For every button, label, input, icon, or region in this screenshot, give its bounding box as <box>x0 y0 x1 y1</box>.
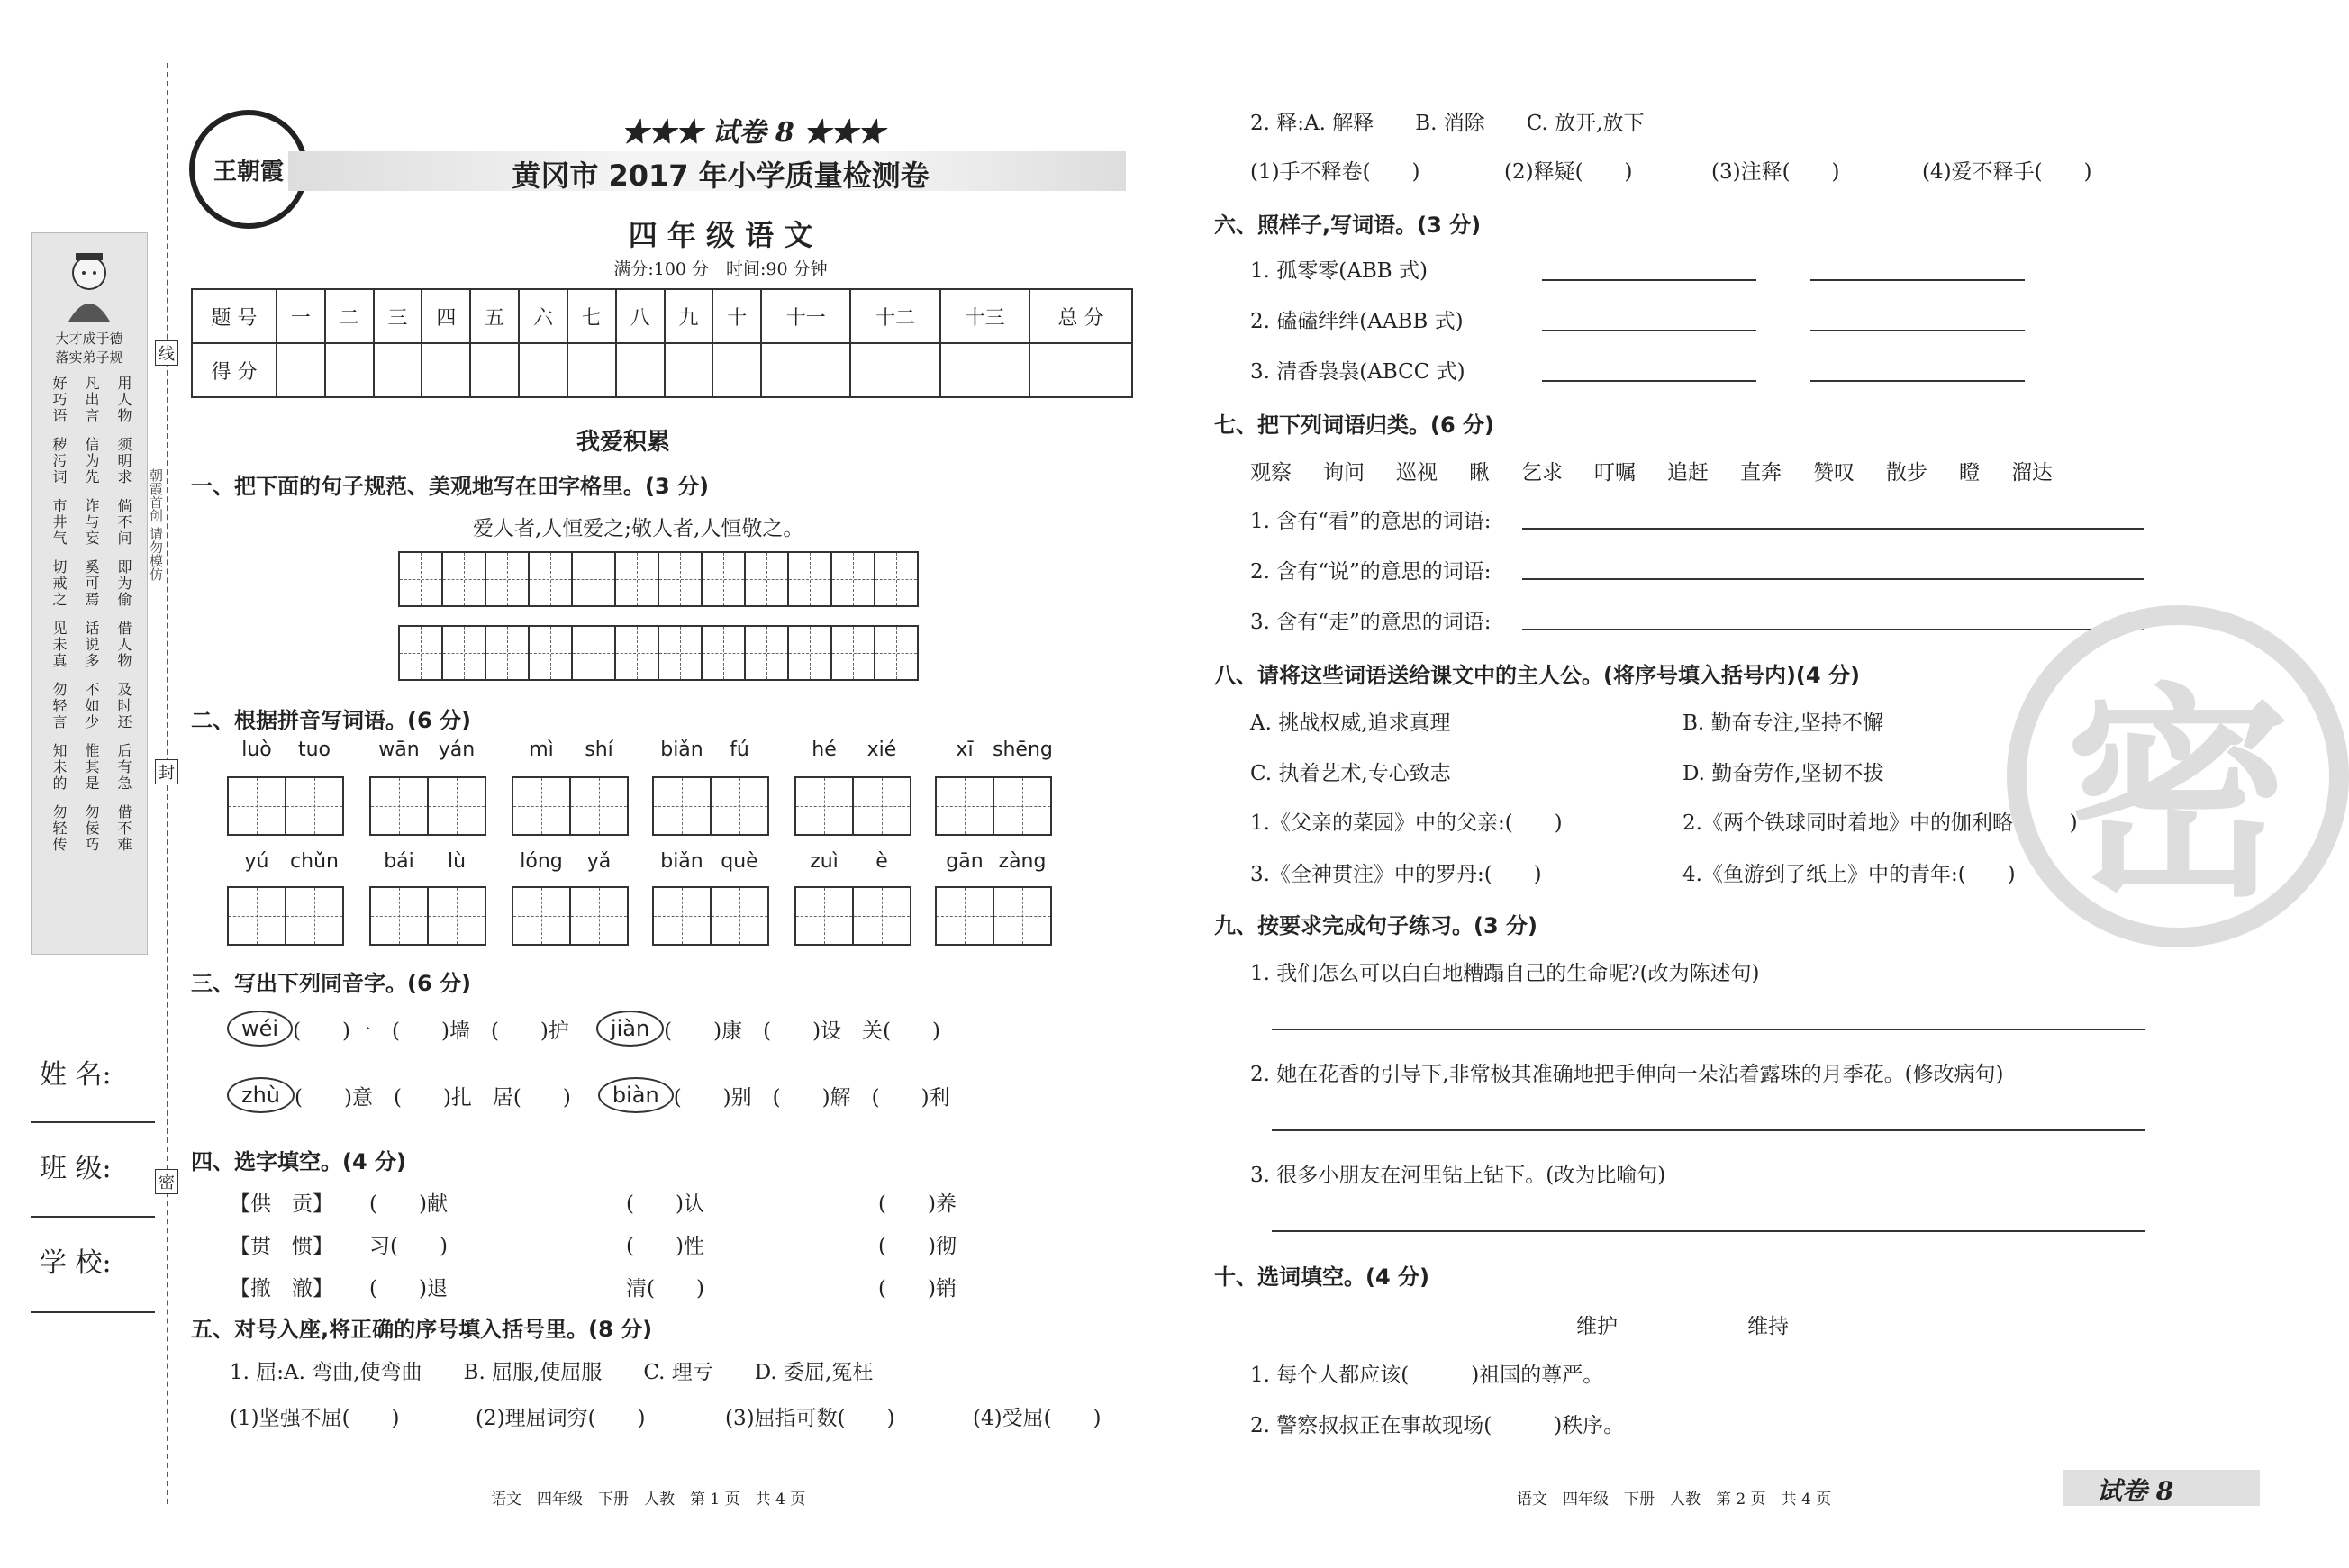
watermark-text: 密 <box>2065 662 2290 927</box>
verse-column: 诈与妄 <box>83 498 100 547</box>
verse-column: 信为先 <box>83 437 100 485</box>
q10-word-2: 维持 <box>1747 1315 1789 1338</box>
q8-item[interactable]: 1.《父亲的菜园》中的父亲:( ) <box>1250 811 1563 835</box>
q8-item[interactable]: 4.《鱼游到了纸上》中的青年:( ) <box>1682 863 2016 886</box>
verse-column: 须明求 <box>115 437 132 485</box>
tian-cell[interactable] <box>874 625 919 681</box>
score-col-header: 二 <box>325 289 374 343</box>
q8-option: D. 勤奋劳作,坚韧不拔 <box>1682 762 1884 785</box>
pinyin-label: yǎ <box>586 850 612 873</box>
q7-word: 散步 <box>1886 461 1927 485</box>
pinyin-answer-box[interactable] <box>227 886 344 946</box>
tian-cell[interactable] <box>398 625 443 681</box>
tian-cell[interactable] <box>569 776 629 836</box>
verse-column: 好巧语 <box>50 376 68 424</box>
tian-cell[interactable] <box>658 625 703 681</box>
pinyin-label: lóng <box>520 850 563 873</box>
seal-label-2: 封 <box>155 759 178 784</box>
footer-tag: 试卷 8 <box>2097 1476 2174 1506</box>
q3-line-1 <box>227 1011 940 1047</box>
q5-item[interactable]: (4)受屈( ) <box>973 1407 1102 1430</box>
pinyin-label: tuo <box>297 739 331 761</box>
q8-option: C. 执着艺术,专心致志 <box>1250 762 1451 785</box>
score-table <box>191 288 1133 398</box>
q5-item[interactable]: (1)手不释卷( ) <box>1250 160 1420 184</box>
pinyin-label: zàng <box>998 850 1047 873</box>
tian-cell[interactable] <box>427 776 486 836</box>
q7-answer-line[interactable] <box>1522 578 2144 580</box>
q7-word: 瞪 <box>1959 461 1980 485</box>
q4-blank[interactable]: 习( ) <box>369 1235 448 1258</box>
q7-word: 追赶 <box>1667 461 1709 485</box>
name-label: 姓 名: <box>40 1059 112 1091</box>
q4-char-pair: 【撤 澈】 <box>230 1277 333 1301</box>
verse-column: 即为偷 <box>115 559 132 608</box>
tian-cell[interactable] <box>512 776 571 836</box>
q9-item: 1. 我们怎么可以白白地糟蹋自己的生命呢?(改为陈述句) <box>1250 962 1760 985</box>
q5-definition-1: 1. 屈:A. 弯曲,使弯曲 B. 屈服,使屈服 C. 理亏 D. 委屈,冤枉 <box>230 1361 874 1384</box>
q7-word: 直奔 <box>1740 461 1782 485</box>
q7-word: 叮嘱 <box>1594 461 1636 485</box>
q1-sentence: 爱人者,人恒爱之;敬人者,人恒敬之。 <box>473 517 804 540</box>
class-label: 班 级: <box>40 1153 112 1184</box>
q5-item[interactable]: (3)屈指可数( ) <box>725 1407 895 1430</box>
pinyin-answer-box[interactable] <box>512 886 629 946</box>
tian-cell[interactable] <box>485 625 530 681</box>
q5-item[interactable]: (3)注释( ) <box>1711 160 1840 184</box>
score-cell[interactable] <box>1029 343 1132 397</box>
score-cell[interactable] <box>567 343 616 397</box>
q4-char-pair: 【供 贡】 <box>230 1192 333 1216</box>
subject-title: 四 年 级 语 文 <box>628 218 813 252</box>
pinyin-answer-box[interactable] <box>369 776 486 836</box>
q10-word-1: 维护 <box>1576 1315 1618 1338</box>
tian-cell[interactable] <box>935 776 994 836</box>
q5-title: 五、对号入座,将正确的序号填入括号里。(8 分) <box>191 1317 653 1342</box>
score-col-header: 九 <box>665 289 713 343</box>
score-col-header: 十二 <box>850 289 939 343</box>
q6-answer-line[interactable] <box>1542 330 1756 331</box>
verse-grid <box>32 376 147 853</box>
q5-definition-2: 2. 释:A. 解释 B. 消除 C. 放开,放下 <box>1250 112 1645 135</box>
score-row-label: 题 号 <box>192 289 277 343</box>
score-col-header: 六 <box>519 289 567 343</box>
verse-column: 勿佞巧 <box>83 804 100 853</box>
tian-cell[interactable] <box>652 886 712 946</box>
tian-cell[interactable] <box>227 886 286 946</box>
score-col-header: 一 <box>277 289 325 343</box>
pinyin-label: chǔn <box>290 850 339 873</box>
exam-title: 黄冈市 2017 年小学质量检测卷 <box>512 159 930 193</box>
score-cell[interactable] <box>470 343 519 397</box>
verse-column: 凡出言 <box>83 376 100 424</box>
tian-cell[interactable] <box>787 625 832 681</box>
pinyin-label: mì <box>529 739 554 761</box>
tian-cell[interactable] <box>744 625 789 681</box>
q6-answer-line[interactable] <box>1810 279 2025 281</box>
verse-column: 惟其是 <box>83 743 100 792</box>
q9-answer-line[interactable] <box>1272 1129 2145 1131</box>
school-label: 学 校: <box>40 1247 112 1279</box>
q8-option: B. 勤奋专注,坚持不懈 <box>1682 711 1883 735</box>
pinyin-answer-box[interactable] <box>512 776 629 836</box>
q4-blank[interactable]: 清( ) <box>626 1277 704 1301</box>
score-col-header: 十 <box>712 289 761 343</box>
homophone-oval: biàn <box>598 1077 674 1113</box>
tian-cell[interactable] <box>701 551 746 607</box>
logo-text: 王朝霞 <box>213 158 284 186</box>
score-row-label: 得 分 <box>192 343 277 397</box>
vertical-note: 朝霞首创 请勿模仿 <box>148 468 164 581</box>
tian-cell[interactable] <box>227 776 286 836</box>
q9-answer-line[interactable] <box>1272 1029 2145 1030</box>
score-col-header: 八 <box>616 289 665 343</box>
verse-column: 借不难 <box>115 804 132 853</box>
footer-right: 语文 四年级 下册 人教 第 2 页 共 4 页 <box>1517 1491 1832 1509</box>
tian-cell[interactable] <box>571 625 616 681</box>
tian-cell[interactable] <box>993 776 1052 836</box>
q3-line-2 <box>227 1077 950 1113</box>
score-cell[interactable] <box>712 343 761 397</box>
pinyin-label: xī <box>956 739 974 761</box>
verse-column: 知未的 <box>50 743 68 792</box>
pinyin-label: fú <box>730 739 749 761</box>
pinyin-label: bái <box>384 850 414 873</box>
pinyin-label: è <box>875 850 888 873</box>
q4-blank[interactable]: ( )销 <box>878 1277 957 1301</box>
q8-option: A. 挑战权威,追求真理 <box>1250 711 1451 735</box>
pinyin-answer-box[interactable] <box>935 886 1052 946</box>
tian-cell[interactable] <box>441 551 486 607</box>
q4-blank[interactable]: ( )养 <box>878 1192 957 1216</box>
q4-char-pair: 【贯 惯】 <box>230 1235 333 1258</box>
tian-cell[interactable] <box>935 886 994 946</box>
q6-answer-line[interactable] <box>1810 330 2025 331</box>
homophone-oval: wéi <box>227 1011 293 1047</box>
pinyin-answer-box[interactable] <box>935 776 1052 836</box>
pinyin-answer-box[interactable] <box>794 776 911 836</box>
tian-cell[interactable] <box>285 886 344 946</box>
pinyin-label: zuì <box>810 850 839 873</box>
verse-column: 切戒之 <box>50 559 68 608</box>
q10-item-2[interactable]: 2. 警察叔叔正在事故现场( )秩序。 <box>1250 1414 1625 1437</box>
q8-item[interactable]: 3.《全神贯注》中的罗丹:( ) <box>1250 863 1542 886</box>
verse-column: 借人物 <box>115 621 132 669</box>
score-cell[interactable] <box>616 343 665 397</box>
verse-column: 后有急 <box>115 743 132 792</box>
tian-cell[interactable] <box>485 551 530 607</box>
series-label: ★★★ 试卷 8 ★★★ <box>621 117 885 149</box>
q3-blanks[interactable]: ( )康 ( )设 关( ) <box>664 1019 941 1043</box>
score-col-header: 十三 <box>940 289 1029 343</box>
q3-blanks[interactable]: ( )一 ( )墙 ( )护 <box>293 1019 569 1043</box>
tian-cell[interactable] <box>285 776 344 836</box>
series-text: 试卷 8 <box>712 117 794 149</box>
tian-cell[interactable] <box>701 625 746 681</box>
score-cell[interactable] <box>665 343 713 397</box>
tian-cell[interactable] <box>710 886 769 946</box>
pinyin-label: què <box>721 850 758 873</box>
q6-item: 2. 磕磕绊绊(AABB 式) <box>1250 310 1464 333</box>
homophone-oval: jiàn <box>596 1011 664 1047</box>
pinyin-label: biǎn <box>660 739 703 761</box>
q7-word-list <box>1250 456 2053 485</box>
tian-cell[interactable] <box>652 776 712 836</box>
q4-blank[interactable]: ( )认 <box>626 1192 704 1216</box>
q7-word: 瞅 <box>1469 461 1490 485</box>
pinyin-label: luò <box>241 739 272 761</box>
q7-word: 观察 <box>1250 461 1292 485</box>
q7-word: 巡视 <box>1396 461 1438 485</box>
pinyin-label: shí <box>585 739 613 761</box>
tian-cell[interactable] <box>427 886 486 946</box>
q5-item[interactable]: (2)释疑( ) <box>1504 160 1633 184</box>
q2-title: 二、根据拼音写词语。(6 分) <box>191 708 471 733</box>
q4-blank[interactable]: ( )献 <box>369 1192 448 1216</box>
q5-item[interactable]: (1)坚强不屈( ) <box>230 1407 400 1430</box>
exam-meta: 满分:100 分 时间:90 分钟 <box>613 259 828 279</box>
q7-item: 3. 含有“走”的意思的词语: <box>1250 611 1492 634</box>
tian-cell[interactable] <box>441 625 486 681</box>
seal-label-1: 线 <box>155 340 178 366</box>
tian-grid-row-1[interactable] <box>398 551 919 607</box>
score-cell[interactable] <box>850 343 939 397</box>
verse-column: 市井气 <box>50 498 68 547</box>
pinyin-label: xié <box>866 739 897 761</box>
tian-cell[interactable] <box>830 625 875 681</box>
q6-item: 3. 清香袅袅(ABCC 式) <box>1250 360 1465 384</box>
pinyin-label: lù <box>447 850 467 873</box>
verse-column: 及时还 <box>115 682 132 730</box>
secret-watermark <box>2007 605 2349 947</box>
pinyin-label: gān <box>946 850 984 873</box>
q6-answer-line[interactable] <box>1542 380 1756 382</box>
tian-cell[interactable] <box>398 551 443 607</box>
verse-column: 奚可焉 <box>83 559 100 608</box>
q3-title: 三、写出下列同音字。(6 分) <box>191 971 471 996</box>
q5-item[interactable]: (2)理屈词穷( ) <box>476 1407 646 1430</box>
pinyin-answer-box[interactable] <box>227 776 344 836</box>
score-col-header: 十一 <box>761 289 850 343</box>
score-cell[interactable] <box>277 343 325 397</box>
seal-label-3: 密 <box>155 1169 178 1194</box>
score-cell[interactable] <box>422 343 470 397</box>
tian-cell[interactable] <box>569 886 629 946</box>
motto-bottom: 落实弟子规 <box>55 349 123 366</box>
tian-cell[interactable] <box>852 886 911 946</box>
q5-item[interactable]: (4)爱不释手( ) <box>1922 160 2092 184</box>
q1-title: 一、把下面的句子规范、美观地写在田字格里。(3 分) <box>191 474 709 499</box>
q4-blank[interactable]: ( )性 <box>626 1235 704 1258</box>
pinyin-label: hé <box>812 739 837 761</box>
q6-item: 1. 孤零零(ABB 式) <box>1250 259 1428 283</box>
q6-title: 六、照样子,写词语。(3 分) <box>1214 213 1482 238</box>
score-col-header: 四 <box>422 289 470 343</box>
score-cell[interactable] <box>374 343 422 397</box>
score-header-row <box>192 289 1132 343</box>
school-input[interactable] <box>31 1311 155 1313</box>
q6-answer-line[interactable] <box>1810 380 2025 382</box>
q4-blank[interactable]: ( )彻 <box>878 1235 957 1258</box>
q7-word: 溜达 <box>2011 461 2053 485</box>
pinyin-answer-box[interactable] <box>652 886 769 946</box>
q9-item: 2. 她在花香的引导下,非常极其准确地把手伸向一朵沾着露珠的月季花。(修改病句) <box>1250 1063 2004 1086</box>
pinyin-label: wān <box>378 739 420 761</box>
name-input[interactable] <box>31 1121 155 1123</box>
q9-item: 3. 很多小朋友在河里钻上钻下。(改为比喻句) <box>1250 1164 1666 1187</box>
score-value-row <box>192 343 1132 397</box>
pinyin-label: yán <box>438 739 476 761</box>
footer-left: 语文 四年级 下册 人教 第 1 页 共 4 页 <box>491 1491 806 1509</box>
tian-grid-row-2[interactable] <box>398 625 919 681</box>
tian-cell[interactable] <box>571 551 616 607</box>
pinyin-answer-box[interactable] <box>794 886 911 946</box>
q10-title: 十、选词填空。(4 分) <box>1214 1264 1429 1290</box>
tian-cell[interactable] <box>710 776 769 836</box>
q3-blanks[interactable]: ( )意 ( )扎 居( ) <box>295 1085 571 1110</box>
pinyin-label: shēng <box>993 739 1053 761</box>
tian-cell[interactable] <box>614 625 659 681</box>
score-cell[interactable] <box>940 343 1029 397</box>
q7-item: 2. 含有“说”的意思的词语: <box>1250 560 1492 584</box>
verse-column: 勿轻言 <box>50 682 68 730</box>
section-heading: 我爱积累 <box>576 429 671 456</box>
verse-column: 勿轻传 <box>50 804 68 853</box>
q7-word: 询问 <box>1323 461 1365 485</box>
tian-cell[interactable] <box>512 886 571 946</box>
score-col-header: 五 <box>470 289 519 343</box>
score-col-header: 总 分 <box>1029 289 1132 343</box>
verse-column: 话说多 <box>83 621 100 669</box>
verse-column: 见未真 <box>50 621 68 669</box>
pinyin-label: yú <box>244 850 269 873</box>
q7-item: 1. 含有“看”的意思的词语: <box>1250 510 1492 533</box>
tian-cell[interactable] <box>794 776 854 836</box>
q8-item[interactable]: 2.《两个铁球同时着地》中的伽利略:( ) <box>1682 811 2078 835</box>
q7-word: 赞叹 <box>1813 461 1855 485</box>
verse-column: 秽污词 <box>50 437 68 485</box>
q6-answer-line[interactable] <box>1542 279 1756 281</box>
tian-cell[interactable] <box>993 886 1052 946</box>
q9-answer-line[interactable] <box>1272 1230 2145 1232</box>
q4-blank[interactable]: ( )退 <box>369 1277 448 1301</box>
score-col-header: 七 <box>567 289 616 343</box>
q9-title: 九、按要求完成句子练习。(3 分) <box>1214 913 1537 938</box>
tian-cell[interactable] <box>528 625 573 681</box>
tian-cell[interactable] <box>528 551 573 607</box>
q3-blanks[interactable]: ( )别 ( )解 ( )利 <box>673 1085 950 1110</box>
q7-answer-line[interactable] <box>1522 528 2144 530</box>
tian-cell[interactable] <box>369 886 429 946</box>
tian-cell[interactable] <box>614 551 659 607</box>
verse-column: 用人物 <box>115 376 132 424</box>
tian-cell[interactable] <box>852 776 911 836</box>
pinyin-answer-box[interactable] <box>369 886 486 946</box>
pinyin-answer-box[interactable] <box>652 776 769 836</box>
tian-cell[interactable] <box>658 551 703 607</box>
verse-column: 倘不问 <box>115 498 132 547</box>
q7-answer-line[interactable] <box>1522 629 2144 630</box>
tian-cell[interactable] <box>369 776 429 836</box>
verse-column: 不如少 <box>83 682 100 730</box>
tian-cell[interactable] <box>794 886 854 946</box>
q4-title: 四、选字填空。(4 分) <box>191 1149 406 1174</box>
q8-title: 八、请将这些词语送给课文中的主人公。(将序号填入括号内)(4 分) <box>1214 663 1860 688</box>
q10-item-1[interactable]: 1. 每个人都应该( )祖国的尊严。 <box>1250 1364 1604 1387</box>
scholar-avatar <box>56 246 122 322</box>
q7-word: 乞求 <box>1521 461 1563 485</box>
motto-panel <box>31 232 148 955</box>
homophone-oval: zhù <box>227 1077 295 1113</box>
class-input[interactable] <box>31 1216 155 1218</box>
tian-cell[interactable] <box>744 551 789 607</box>
tian-cell[interactable] <box>874 551 919 607</box>
motto-top: 大才成于德 <box>55 331 123 347</box>
score-cell[interactable] <box>519 343 567 397</box>
tian-cell[interactable] <box>787 551 832 607</box>
pinyin-label: biǎn <box>660 850 703 873</box>
score-cell[interactable] <box>761 343 850 397</box>
tian-cell[interactable] <box>830 551 875 607</box>
score-cell[interactable] <box>325 343 374 397</box>
q7-title: 七、把下列词语归类。(6 分) <box>1214 412 1494 438</box>
score-col-header: 三 <box>374 289 422 343</box>
